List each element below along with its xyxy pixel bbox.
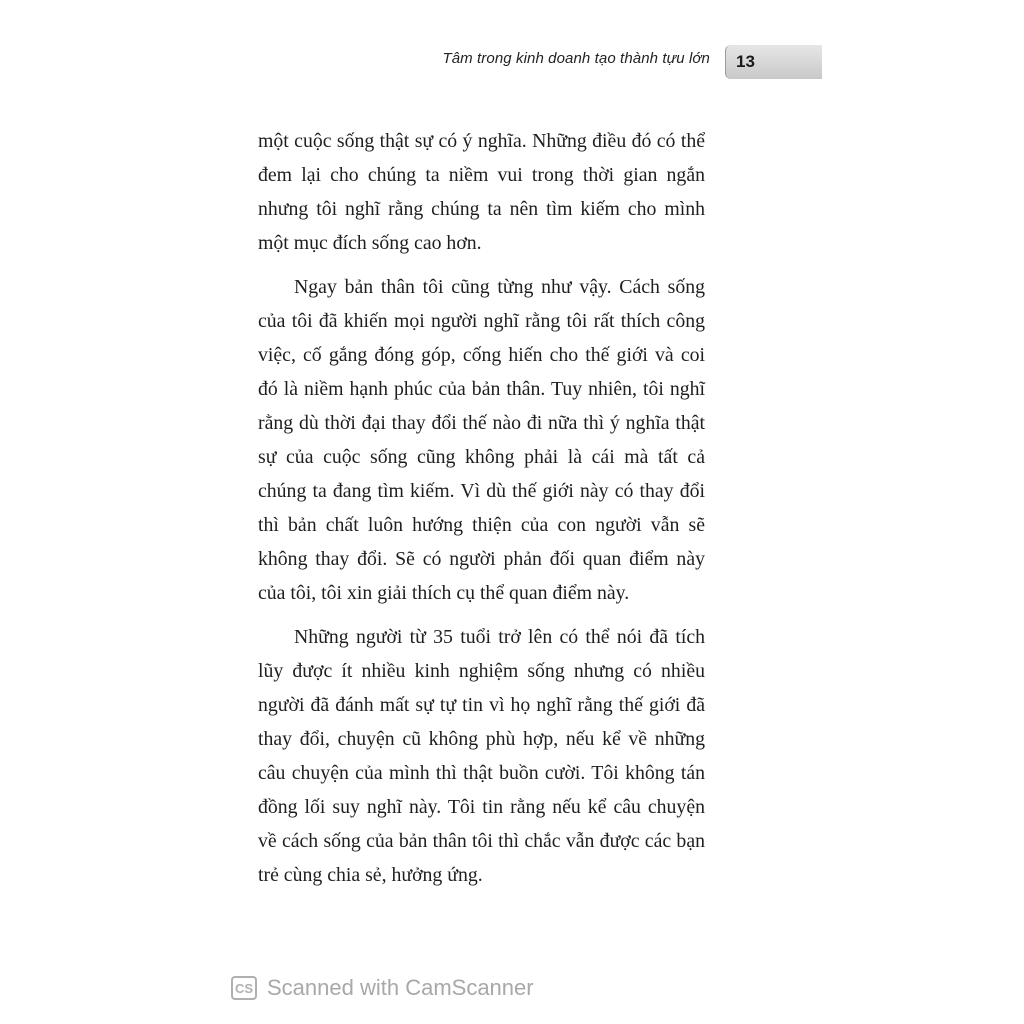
watermark-text: Scanned with CamScanner — [267, 975, 534, 1000]
camscanner-watermark — [231, 975, 534, 1001]
paragraph-3: Những người từ 35 tuổi trở lên có thể nói đã tích lũy được ít nhiều kinh nghiệm sống nhưng có nhiều người đã đánh mất sự tự tin vì họ nghĩ rằng thế giới đã thay đổi, chuyện cũ không phù hợp, nếu kể về những câu chuyện của mình thì thật buồn cười. Tôi không tán đồng lối suy nghĩ này. Tôi tin rằng nếu kể câu chuyện về cách sống của bản thân tôi thì chắc vẫn được các bạn trẻ cùng chia sẻ, hưởng ứng. — [258, 626, 705, 886]
camscanner-logo-icon: CS — [231, 976, 257, 1000]
running-head-title: Tâm trong kinh doanh tạo thành tựu lớn — [442, 50, 710, 67]
page-number-tab — [725, 45, 822, 79]
page-number: 13 — [736, 52, 755, 71]
body-text — [258, 124, 705, 902]
paragraph-1: một cuộc sống thật sự có ý nghĩa. Những điều đó có thể đem lại cho chúng ta niềm vui trong thời gian ngắn nhưng tôi nghĩ rằng chúng ta nên tìm kiếm cho mình một mục đích sống cao hơn. — [258, 130, 705, 254]
paragraph-2: Ngay bản thân tôi cũng từng như vậy. Cách sống của tôi đã khiến mọi người nghĩ rằng tôi rất thích công việc, cố gắng đóng góp, cống hiến cho thế giới và coi đó là niềm hạnh phúc của bản thân. Tuy nhiên, tôi nghĩ rằng dù thời đại thay đổi thế nào đi nữa thì ý nghĩa thật sự của cuộc sống cũng không phải là cái mà tất cả chúng ta đang tìm kiếm. Vì dù thế giới này có thay đổi thì bản chất luôn hướng thiện của con người vẫn sẽ không thay đổi. Sẽ có người phản đối quan điểm này của tôi, tôi xin giải thích cụ thể quan điểm này. — [258, 276, 705, 604]
